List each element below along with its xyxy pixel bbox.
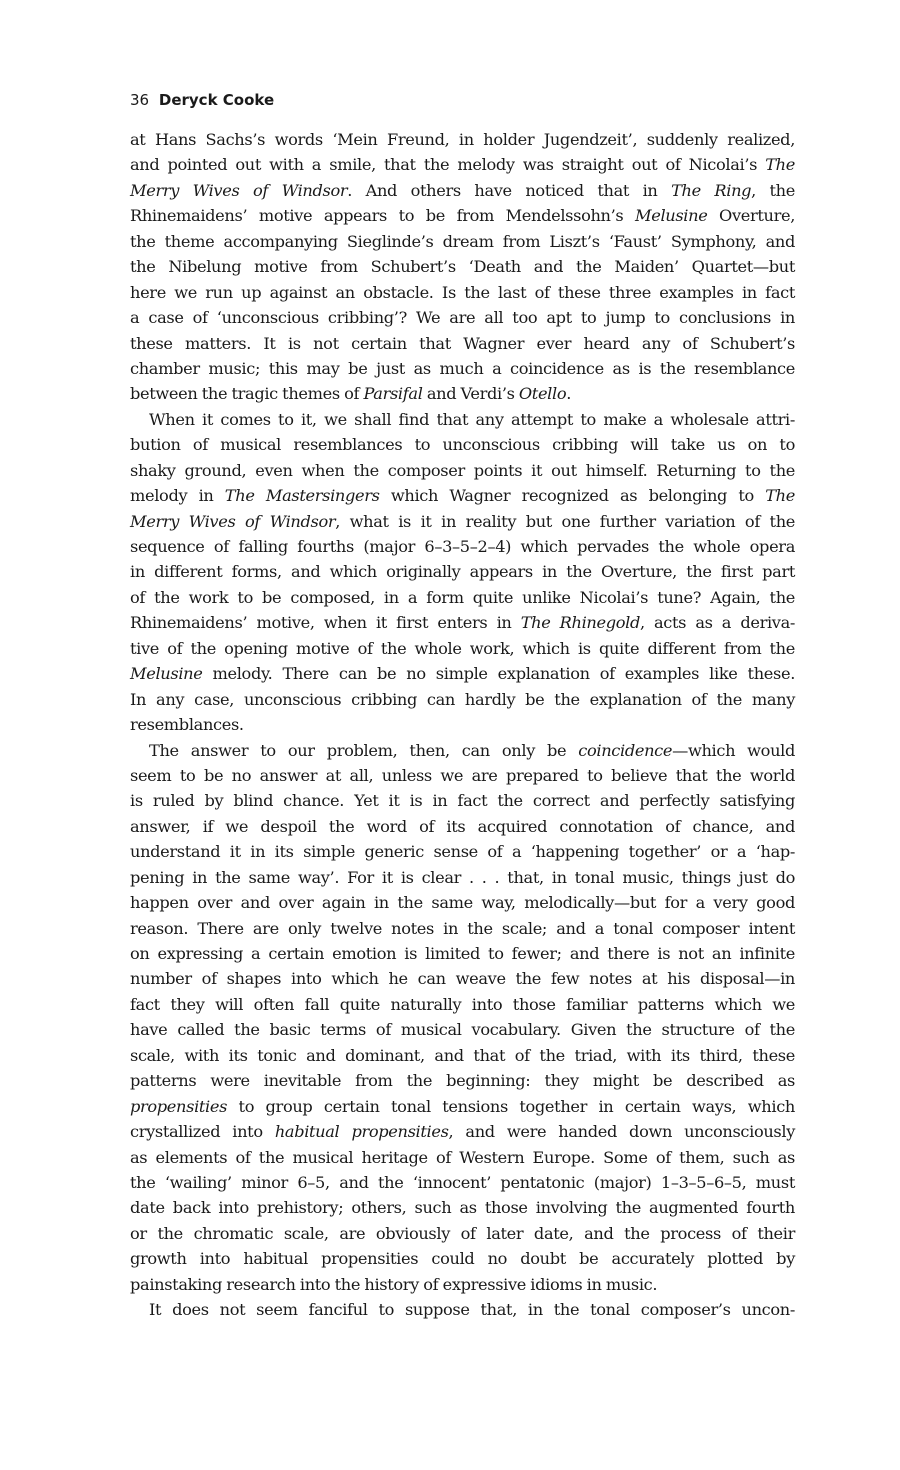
text-line: between the tragic themes of Parsifal and Verdi’s Otello. (130, 384, 572, 404)
paragraph-first-line: The answer to our problem, then, can only be coincidence—which would (149, 740, 795, 760)
text-line: these matters. It is not certain that Wagner ever heard any of Schubert’s (130, 333, 795, 353)
italic-title: The (765, 486, 795, 506)
text-line: the Nibelung motive from Schubert’s ‘Death and the Maiden’ Quartet—but (130, 257, 795, 277)
text-line: In any case, unconscious cribbing can hardly be the explanation of the many (130, 689, 795, 709)
italic-title: Melusine (130, 664, 203, 684)
text-line: resemblances. (130, 715, 244, 735)
text-line: on expressing a certain emotion is limited to fewer; and there is not an infinite (130, 944, 795, 963)
text-line: reason. There are only twelve notes in the scale; and a tonal composer intent (130, 918, 795, 938)
italic-title: Otello (518, 384, 567, 404)
text-line: sequence of falling fourths (major 6–3–5–2–4) which pervades the whole opera (130, 537, 795, 556)
text-line: Rhinemaidens’ motive, when it first enters in The Rhinegold, acts as a deriva- (130, 613, 795, 633)
text-line: the ‘wailing’ minor 6–5, and the ‘innocent’ pentatonic (major) 1–3–5–6–5, must (130, 1172, 795, 1192)
running-head-author: Deryck Cooke (158, 91, 275, 109)
text-line: painstaking research into the history of expressive idioms in music. (130, 1274, 658, 1294)
page-number: 36 (130, 91, 150, 109)
text-line: growth into habitual propensities could no doubt be accurately plotted by (130, 1249, 795, 1269)
text-line: crystallized into habitual propensities, and were handed down unconsciously (130, 1122, 795, 1142)
text-line: chamber music; this may be just as much a coincidence as is the resemblance (130, 358, 795, 378)
italic-title: coincidence (578, 740, 673, 760)
text-line: scale, with its tonic and dominant, and that of the triad, with its third, these (130, 1045, 795, 1065)
italic-title: The Ring (671, 180, 752, 200)
text-line: propensities to group certain tonal tensions together in certain ways, which (130, 1096, 795, 1116)
text-line: Rhinemaidens’ motive appears to be from Mendelssohn’s Melusine Overture, (130, 206, 795, 226)
text-line: understand it in its simple generic sense of a ‘happening together’ or a ‘hap- (130, 842, 795, 862)
italic-title: The (765, 155, 795, 175)
paragraph-first-line: It does not seem fanciful to suppose that, in the tonal composer’s uncon- (149, 1300, 795, 1320)
text-line: tive of the opening motive of the whole work, which is quite different from the (130, 638, 795, 658)
text-line: in different forms, and which originally appears in the Overture, the first part (130, 562, 795, 582)
text-line: happen over and over again in the same way, melodically—but for a very good (130, 893, 795, 913)
text-line: number of shapes into which he can weave the few notes at his disposal—in (130, 969, 795, 989)
text-line: pening in the same way’. For it is clear . . . that, in tonal music, things just do (130, 867, 795, 887)
text-line: shaky ground, even when the composer points it out himself. Returning to the (130, 460, 795, 480)
text-line: patterns were inevitable from the beginning: they might be described as (130, 1071, 795, 1091)
paragraph-first-line: When it comes to it, we shall find that any attempt to make a wholesale attri- (149, 409, 795, 429)
italic-title: The Rhinegold (520, 613, 640, 633)
text-line: answer, if we despoil the word of its acquired connotation of chance, and (130, 816, 795, 836)
italic-title: Merry Wives of Windsor (130, 180, 348, 200)
text-line: have called the basic terms of musical vocabulary. Given the structure of the (130, 1020, 795, 1040)
text-line: seem to be no answer at all, unless we are prepared to believe that the world (130, 765, 795, 785)
italic-title: habitual propensities (274, 1122, 449, 1142)
text-line: at Hans Sachs’s words ‘Mein Freund, in holder Jugendzeit’, suddenly realized, (130, 130, 795, 149)
italic-title: Parsifal (363, 384, 423, 404)
text-line: here we run up against an obstacle. Is the last of these three examples in fact (130, 282, 795, 302)
text-line: bution of musical resemblances to unconscious cribbing will take us on to (130, 435, 795, 455)
text-line: Melusine melody. There can be no simple explanation of examples like these. (130, 664, 795, 684)
italic-title: Merry Wives of Windsor (130, 511, 336, 531)
running-header (130, 88, 795, 112)
text-line: fact they will often fall quite naturally into those familiar patterns which we (130, 994, 795, 1014)
italic-title: propensities (130, 1096, 228, 1116)
text-line: the theme accompanying Sieglinde’s dream from Liszt’s ‘Faust’ Symphony, and (130, 231, 795, 251)
text-line: or the chromatic scale, are obviously of later date, and the process of their (130, 1223, 795, 1243)
text-line: of the work to be composed, in a form quite unlike Nicolai’s tune? Again, the (130, 587, 795, 607)
body-text (130, 127, 795, 1323)
text-line: a case of ‘unconscious cribbing’? We are all too apt to jump to conclusions in (130, 308, 795, 328)
text-line: date back into prehistory; others, such as those involving the augmented fourth (130, 1198, 795, 1218)
text-line: Merry Wives of Windsor. And others have noticed that in The Ring, the (130, 180, 795, 200)
text-line: is ruled by blind chance. Yet it is in fact the correct and perfectly satisfying (130, 791, 795, 811)
text-line: and pointed out with a smile, that the melody was straight out of Nicolai’s The (130, 155, 795, 175)
book-page (130, 88, 795, 1323)
text-line: Merry Wives of Windsor, what is it in reality but one further variation of the (130, 511, 795, 531)
italic-title: Melusine (634, 206, 708, 226)
text-line: melody in The Mastersingers which Wagner recognized as belonging to The (130, 486, 795, 506)
text-line: as elements of the musical heritage of Western Europe. Some of them, such as (130, 1147, 795, 1167)
italic-title: The Mastersingers (224, 486, 380, 506)
